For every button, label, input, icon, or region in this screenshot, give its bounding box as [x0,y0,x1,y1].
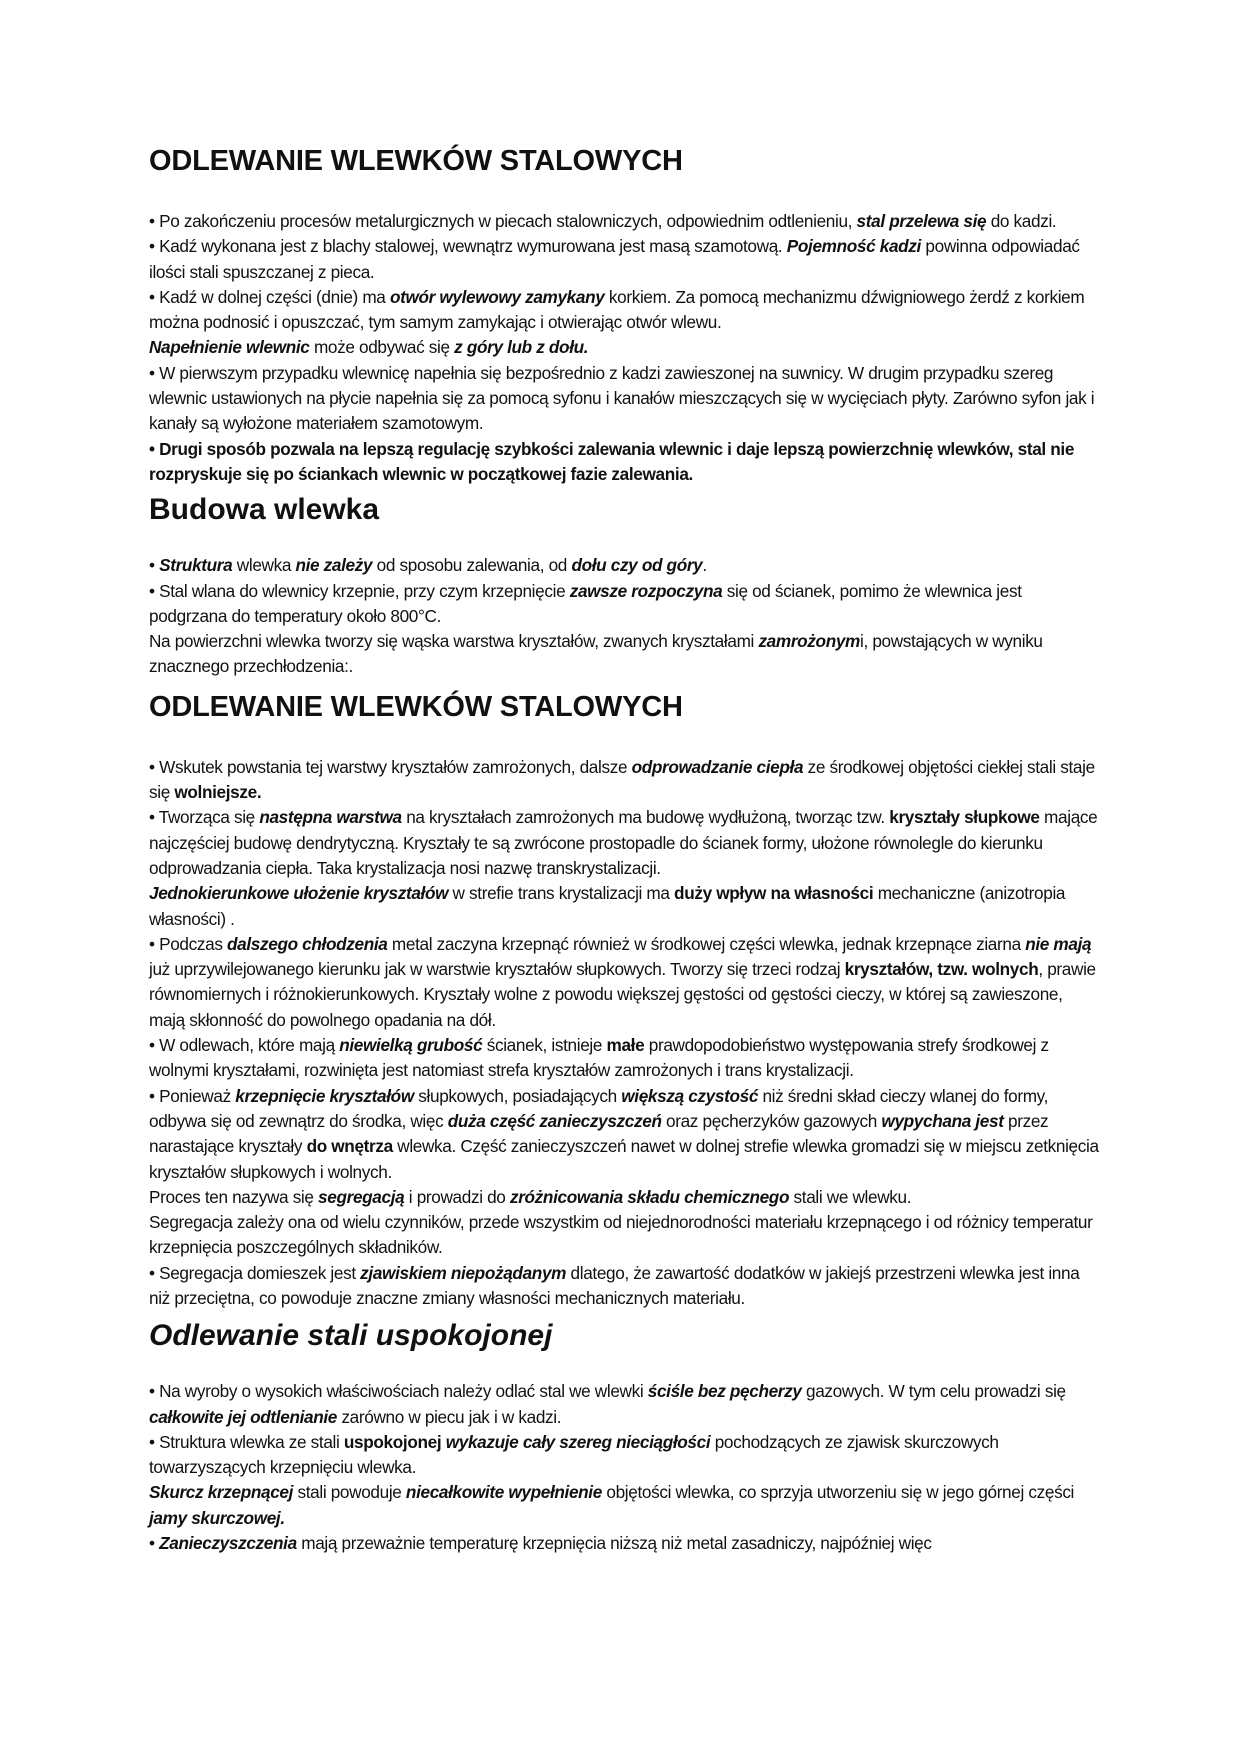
section-body [149,1379,1099,1556]
paragraph [149,437,1099,488]
text-run: • Stal wlana do wlewnicy krzepnie, przy czym krzepnięcie [149,580,570,601]
text-run: • Po zakończeniu procesów metalurgicznych w piecach stalowniczych, odpowiednim odtlenieniu, [149,211,857,231]
text-run: gazowych. W tym celu prowadzi się [801,1381,1066,1402]
emphasized-text: zamrożonym [758,631,860,652]
text-run: objętości wlewka, co sprzyja utworzeniu się w jego górnej części [601,1482,1075,1503]
section-heading: Odlewanie stali uspokojonej [149,1319,553,1353]
emphasized-text: otwór wylewowy zamykany [389,286,605,307]
paragraph [149,361,1099,437]
text-run: powinna odpowiadać ilości stali spuszczanej z pieca. [149,236,1080,282]
emphasized-text: odprowadzanie ciepła [631,756,804,777]
text-run: . [702,555,707,576]
paragraph [149,579,1099,630]
text-run: się od ścianek, pomimo że wlewnica jest podgrzana do temperatury około 800°C. [149,580,1022,626]
emphasized-text: Jednokierunkowe ułożenie kryształów [149,883,449,904]
emphasized-text: ściśle bez pęcherzy [647,1381,802,1402]
text-run: pochodzących ze zjawisk skurczowych towarzyszących krzepnięciu wlewka. [149,1431,999,1478]
paragraph [149,553,1099,578]
emphasized-text: małe [606,1035,645,1056]
text-run: zarówno w piecu jak i w kadzi. [337,1406,562,1427]
emphasized-text: • Drugi sposób pozwala na lepszą regulację szybkości zalewania wlewnic i daje lepszą powierzchnię wlewków, stal nie rozpryskuje się po ściankach wlewnic w początkowej fazie zalewania. [149,438,1075,484]
emphasized-text: Zanieczyszczenia [159,1533,297,1554]
emphasized-text: następna warstwa [259,807,402,828]
text-run: ścianek, istnieje [482,1035,607,1056]
paragraph [149,755,1099,806]
paragraph [149,1480,1099,1531]
emphasized-text: segregacją [318,1186,405,1207]
emphasized-text: Struktura [159,555,233,576]
emphasized-text: Pojemność kadzi [786,236,921,257]
emphasized-text: uspokojonej [343,1431,442,1452]
text-run: Segregacja zależy ona od wielu czynników, przede wszystkim od niejednorodności materiału krzepnącego i od różnicy temperatur krzepnięcia poszczególnych składników. [149,1212,1093,1258]
emphasized-text: Skurcz krzepnącej [149,1482,294,1503]
emphasized-text: większą czystość [621,1085,759,1106]
text-run: ze środkowej objętości ciekłej stali staje się [149,756,1095,803]
emphasized-text: krzepnięcie kryształów [235,1085,414,1106]
text-run: • Struktura wlewka ze stali [149,1431,344,1452]
text-run: stali powoduje [293,1482,406,1503]
emphasized-text: niecałkowite wypełnienie [405,1482,602,1503]
text-run: • [149,1533,160,1554]
text-run: prawdopodobieństwo występowania strefy środkowej z wolnymi kryształami, rozwinięta jest natomiast strefa kryształów zamrożonych i trans krystalizacji. [149,1035,1049,1081]
text-run: • Ponieważ [149,1085,236,1106]
text-run: już uprzywilejowanego kierunku jak w warstwie kryształów słupkowych. Tworzy się trzeci rodzaj [149,959,845,980]
text-run: • W pierwszym przypadku wlewnicę napełnia się bezpośrednio z kadzi zawieszonej na suwnicy. W drugim przypadku szereg wlewnic ustawionych na płycie napełnia się za pomocą syfonu i kanałów mieszczących się w wycięciach płyty. Zarówno syfon jak i kanały są wyłożone materiałem szamotowym. [149,362,1095,434]
text-run: stali we wlewku. [789,1186,912,1207]
emphasized-text: kryształów, tzw. wolnych [844,959,1039,980]
emphasized-text: duży wpływ na własności [674,883,874,904]
text-run: • Podczas [149,933,227,954]
text-run: przez narastające kryształy [149,1110,1049,1157]
text-run: może odbywać się [309,337,455,358]
text-run: wlewka. Część zanieczyszczeń nawet w dolnej strefie wlewka gromadzi się w miejscu zetknięcia kryształów słupkowych i wolnych. [149,1136,1099,1182]
paragraph [149,209,1099,234]
text-run: wlewka [232,555,296,576]
paragraph [149,234,1099,285]
document-page [149,140,1099,1556]
text-run: słupkowych, posiadających [413,1085,622,1106]
emphasized-text: z góry lub z dołu. [454,337,589,358]
section-heading: Budowa wlewka [149,493,380,527]
section-body [149,755,1099,1312]
section-body [149,209,1099,487]
emphasized-text: jamy skurczowej. [149,1507,285,1528]
paragraph [149,1379,1099,1430]
paragraph [149,629,1099,680]
text-run: metal zaczyna krzepnąć również w środkowej części wlewka, jednak krzepnące ziarna [387,933,1026,954]
text-run: • W odlewach, które mają [149,1035,340,1056]
text-run: dlatego, że zawartość dodatków w jakiejś przestrzeni wlewka jest inna niż przeciętna, co powoduje znaczne zmiany własności mechanicznych materiału. [149,1262,1080,1308]
paragraph [149,932,1099,1033]
text-run: do kadzi. [986,211,1057,231]
paragraph [149,1210,1099,1261]
paragraph [149,805,1099,881]
text-run: • Kadź wykonana jest z blachy stalowej, wewnątrz wymurowana jest masą szamotową. [149,236,787,257]
emphasized-text: wypychana jest [881,1110,1004,1131]
text-run: • Tworząca się [149,807,260,828]
text-run: od sposobu zalewania, od [372,555,572,576]
paragraph [149,285,1099,336]
emphasized-text: stal przelewa się [856,211,987,231]
emphasized-text: niewielką grubość [339,1035,483,1056]
emphasized-text: do wnętrza [306,1136,393,1157]
text-run: • Segregacja domieszek jest [149,1262,361,1283]
emphasized-text: nie zależy [295,555,373,576]
text-run: Proces ten nazywa się [149,1186,319,1207]
emphasized-text: dalszego chłodzenia [227,933,388,954]
emphasized-text: całkowite jej odtlenianie [149,1406,338,1427]
text-run: mają przeważnie temperaturę krzepnięcia niższą niż metal zasadniczy, najpóźniej więc [296,1533,932,1554]
paragraph [149,881,1099,932]
section-heading: ODLEWANIE WLEWKÓW STALOWYCH [149,690,683,723]
emphasized-text: dołu czy od góry [571,555,703,576]
text-run: • Na wyroby o wysokich właściwościach należy odlać stal we wlewki [149,1381,648,1402]
paragraph [149,335,1099,360]
section-body [149,553,1099,679]
text-run: niż średni skład cieczy wlanej do formy, odbywa się od zewnątrz do środka, więc [149,1085,1049,1131]
text-run: • [149,555,160,576]
text-run: i prowadzi do [404,1186,510,1207]
paragraph [149,1261,1099,1312]
text-run: Na powierzchni wlewka tworzy się wąska warstwa kryształów, zwanych kryształami [149,631,759,652]
text-run: mające najczęściej budowę dendrytyczną. Kryształy te są zwrócone prostopadle do ścianek formy, ułożone równolegle do kierunku odprowadzania ciepła. Taka krystalizacja nosi nazwę transkrystalizacji. [149,807,1098,878]
text-run: korkiem. Za pomocą mechanizmu dźwigniowego żerdź z korkiem można podnosić i opuszczać, tym samym zamykając i otwierając otwór wlewu. [149,286,1085,333]
text-run: na kryształach zamrożonych ma budowę wydłużoną, tworząc tzw. [401,807,890,828]
emphasized-text: wykazuje cały szereg nieciągłości [445,1431,711,1452]
text-run: i, powstających w wyniku znacznego przechłodzenia:. [149,631,1043,677]
text-run: oraz pęcherzyków gazowych [661,1110,882,1131]
text-run: mechaniczne (anizotropia własności) . [149,883,1066,929]
text-run: w strefie trans krystalizacji ma [448,883,675,904]
text-run: • Kadź w dolnej części (dnie) ma [149,286,390,307]
emphasized-text: nie mają [1025,933,1092,954]
text-run: , prawie równomiernych i różnokierunkowych. Kryształy wolne z powodu większej gęstości od gęstości cieczy, w której są zawieszone, mają skłonność do powolnego opadania na dół. [149,959,1096,1030]
emphasized-text: kryształy słupkowe [889,807,1040,828]
section-heading: ODLEWANIE WLEWKÓW STALOWYCH [149,145,683,177]
paragraph [149,1430,1099,1481]
paragraph [149,1033,1099,1084]
paragraph [149,1531,1099,1556]
emphasized-text: zjawiskiem niepożądanym [360,1262,567,1283]
emphasized-text: wolniejsze. [174,782,262,803]
emphasized-text: zawsze rozpoczyna [569,580,723,601]
paragraph [149,1084,1099,1185]
emphasized-text: duża część zanieczyszczeń [447,1110,662,1131]
emphasized-text: zróżnicowania składu chemicznego [509,1186,790,1207]
emphasized-text: Napełnienie wlewnic [149,337,310,358]
text-run: • Wskutek powstania tej warstwy kryształów zamrożonych, dalsze [149,756,632,777]
paragraph [149,1185,1099,1210]
